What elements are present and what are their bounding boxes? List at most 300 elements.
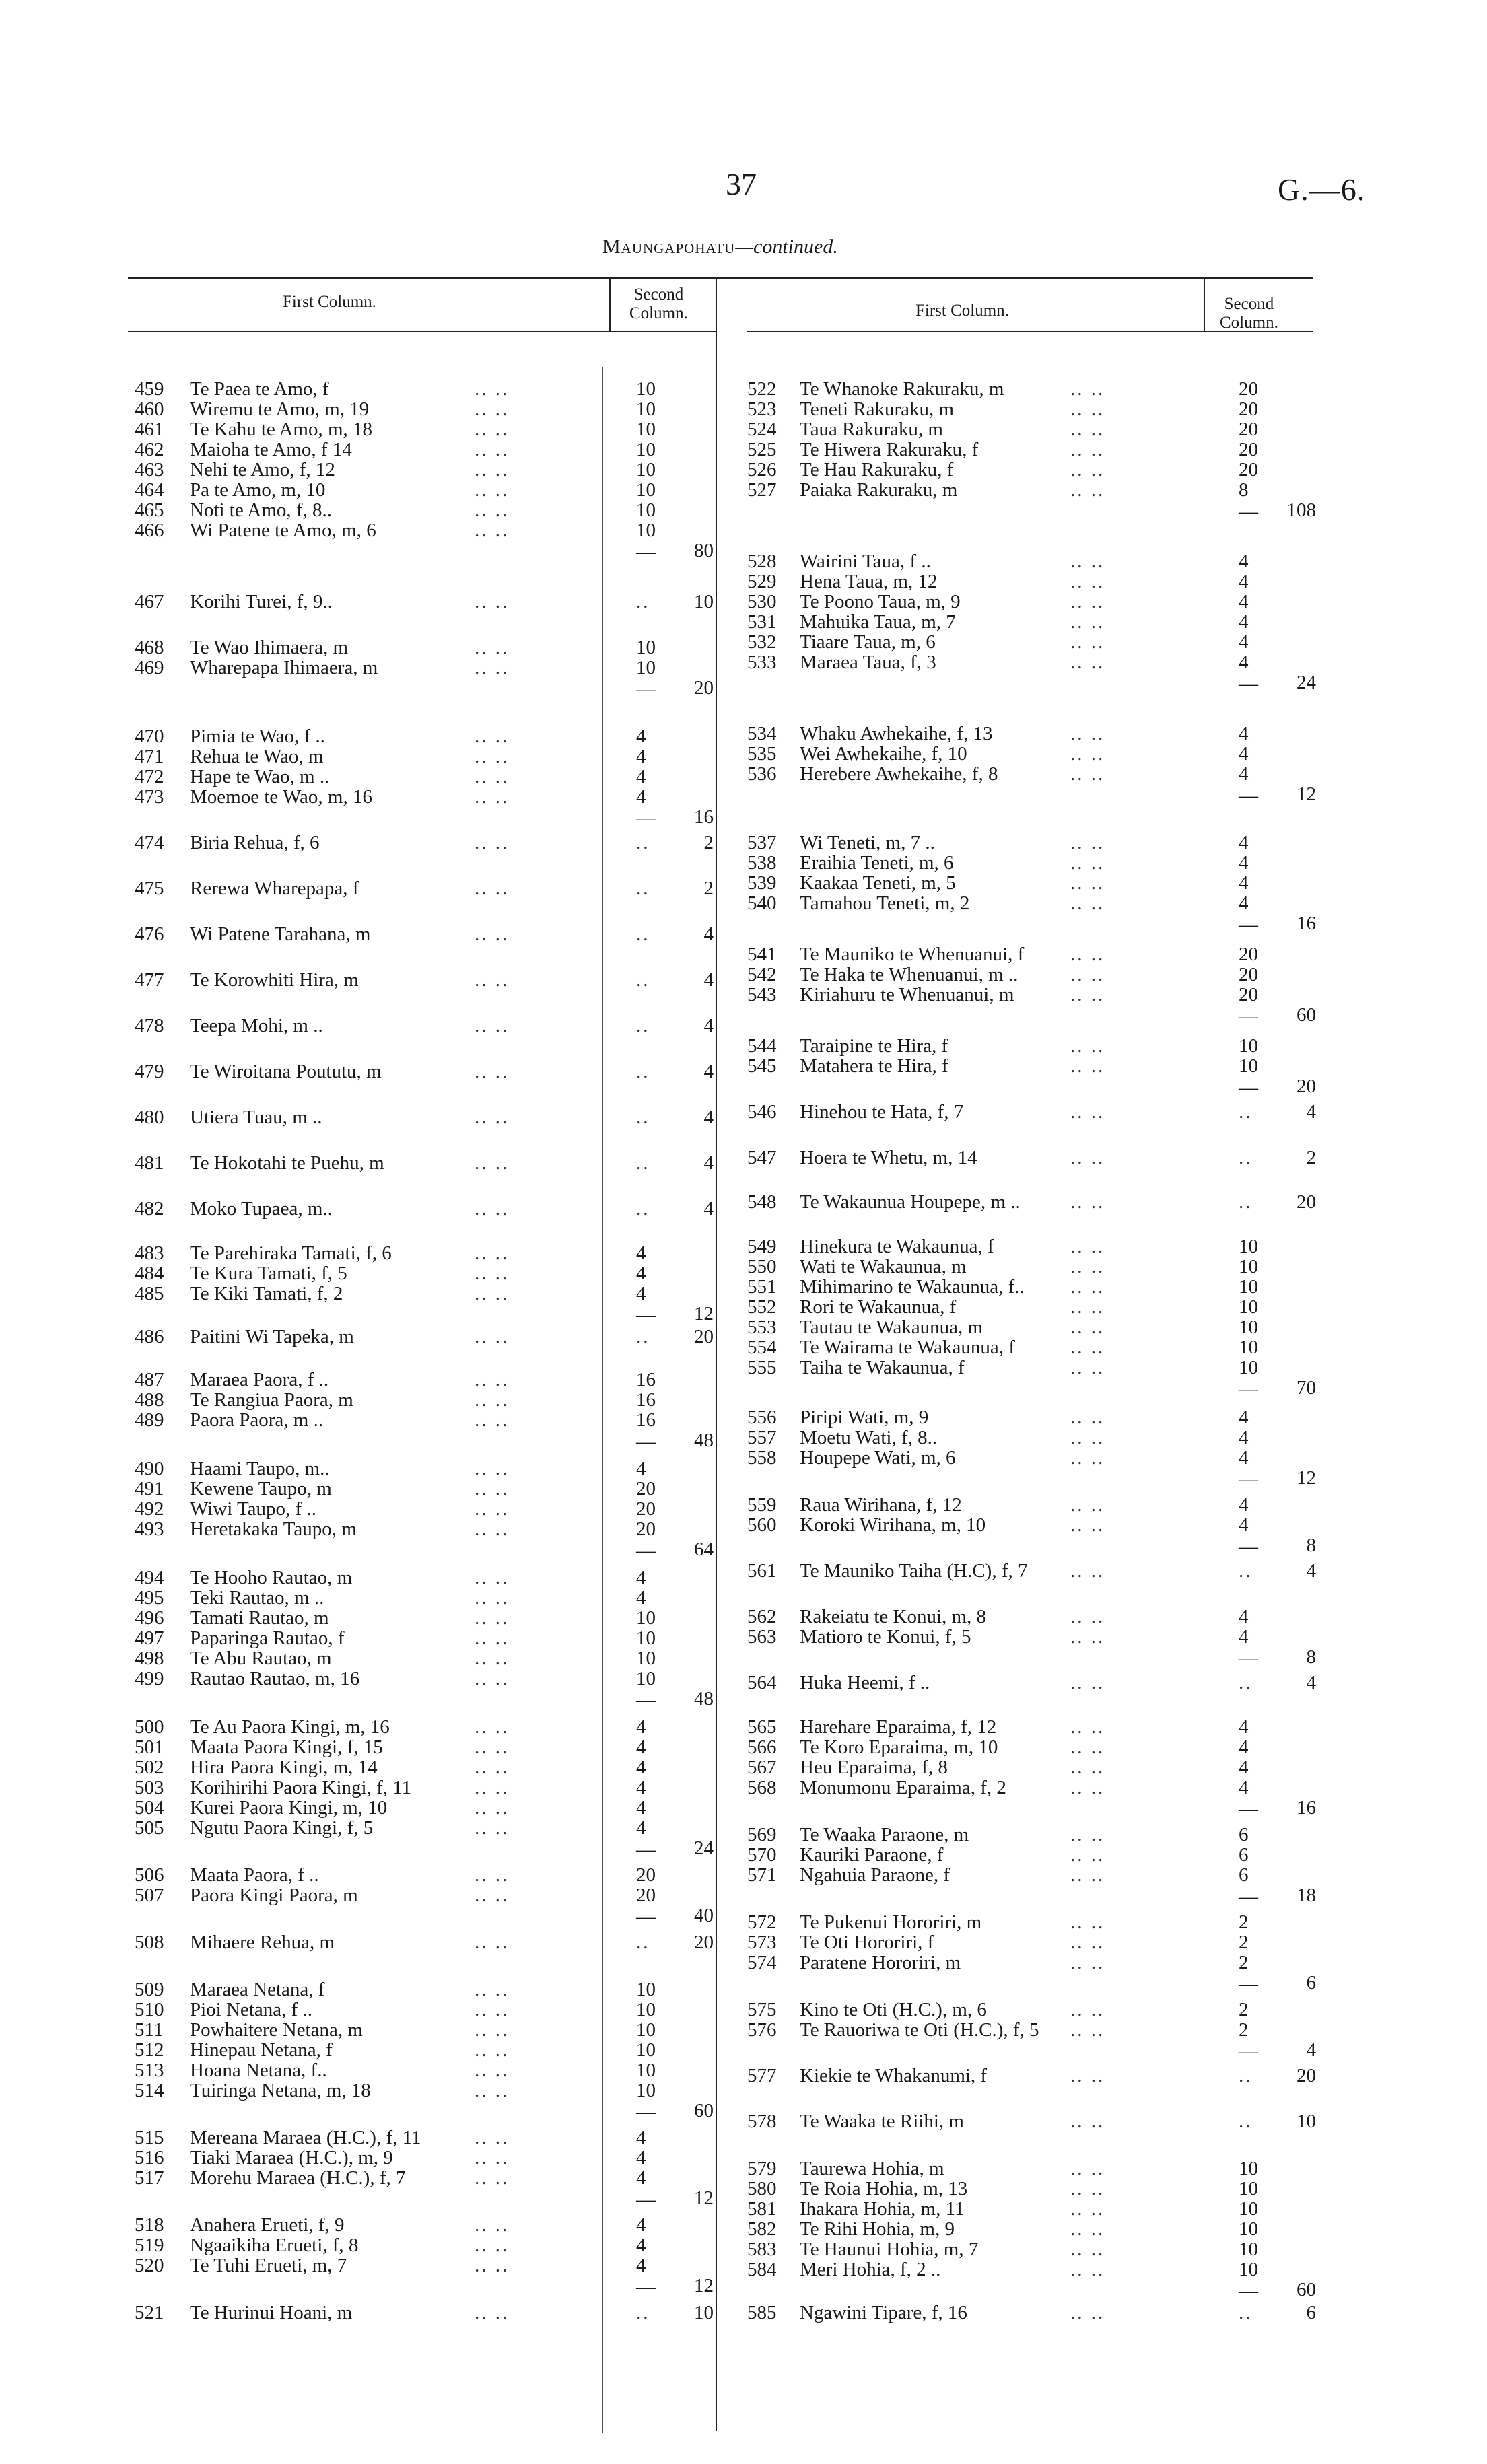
- entry-value: 20: [1239, 439, 1258, 460]
- entry-name: Te Koro Eparaima, m, 10: [800, 1736, 998, 1758]
- subtotal-value: 16: [694, 806, 714, 828]
- entry-value: 10: [636, 2080, 656, 2101]
- subtotal-rule: —: [1239, 1973, 1258, 1995]
- entry-name: Te Poono Taua, m, 9: [800, 591, 961, 612]
- leader-dots: .. ..: [475, 520, 510, 541]
- subtotal-value: 10: [694, 2302, 714, 2323]
- leader-dots: .. ..: [1070, 611, 1105, 633]
- entry-name: Te Kiki Tamati, f, 2: [190, 1283, 343, 1304]
- entry-name: Moko Tupaea, m..: [190, 1198, 333, 1220]
- entry-number: 464: [135, 479, 164, 501]
- entry-value: 10: [636, 2019, 656, 2041]
- entry-name: Te Kahu te Amo, m, 18: [190, 419, 373, 440]
- leader-dots: .. ..: [475, 1152, 510, 1174]
- leader-dots: .. ..: [475, 1198, 510, 1220]
- entry-number: 488: [135, 1389, 164, 1411]
- entry-number: 539: [747, 872, 777, 894]
- entry-number: 540: [747, 892, 777, 914]
- entry-name: Eraihia Teneti, m, 6: [800, 852, 954, 874]
- leader-dots: .. ..: [475, 2019, 510, 2041]
- leader-dots: ..: [636, 878, 650, 899]
- leader-dots: .. ..: [475, 1885, 510, 1906]
- leader-dots: .. ..: [475, 878, 510, 899]
- leader-dots: .. ..: [475, 1817, 510, 1839]
- header-line: Column.: [629, 304, 688, 322]
- entry-name: Paratene Hororiri, m: [800, 1952, 961, 1973]
- entry-number: 583: [747, 2239, 777, 2260]
- entry-name: Korihirihi Paora Kingi, f, 11: [190, 1777, 412, 1798]
- entry-name: Te Hokotahi te Puehu, m: [190, 1152, 384, 1174]
- entry-value: 4: [1239, 1716, 1249, 1738]
- entry-number: 476: [135, 923, 164, 945]
- entry-name: Wairini Taua, f ..: [800, 551, 931, 572]
- entry-number: 489: [135, 1409, 164, 1431]
- entry-value: 2: [1239, 1911, 1249, 1933]
- leader-dots: .. ..: [1070, 743, 1105, 765]
- entry-number: 484: [135, 1263, 164, 1284]
- subtotal-value: 16: [1296, 913, 1316, 934]
- leader-dots: ..: [1239, 2065, 1253, 2086]
- leader-dots: .. ..: [475, 2214, 510, 2236]
- entry-name: Te Mauniko Taiha (H.C), f, 7: [800, 1560, 1028, 1582]
- leader-dots: .. ..: [475, 2080, 510, 2101]
- entry-number: 543: [747, 984, 777, 1006]
- entry-value: 4: [1239, 743, 1249, 765]
- entry-value: 10: [636, 1648, 656, 1669]
- leader-dots: .. ..: [475, 1587, 510, 1609]
- entry-name: Wi Patene Tarahana, m: [190, 923, 371, 945]
- entry-value: 4: [636, 1242, 646, 1264]
- entry-value: 10: [636, 419, 656, 440]
- entry-name: Wharepapa Ihimaera, m: [190, 657, 378, 678]
- entry-value: 10: [636, 1668, 656, 1689]
- leader-dots: .. ..: [1070, 2019, 1105, 2041]
- leader-dots: .. ..: [475, 1979, 510, 2000]
- leader-dots: .. ..: [475, 1648, 510, 1669]
- entry-name: Heretakaka Taupo, m: [190, 1518, 357, 1540]
- entry-number: 475: [135, 878, 164, 899]
- entry-number: 487: [135, 1369, 164, 1391]
- entry-value: 4: [636, 1567, 646, 1588]
- subtotal-value: 20: [694, 1932, 714, 1953]
- leader-dots: ..: [636, 1198, 650, 1220]
- leader-dots: .. ..: [1070, 378, 1105, 400]
- subtotal-rule: —: [636, 1431, 656, 1452]
- leader-dots: .. ..: [1070, 2065, 1105, 2086]
- entry-number: 560: [747, 1514, 777, 1536]
- entry-number: 549: [747, 1236, 777, 1257]
- entry-value: 4: [1239, 652, 1249, 673]
- entry-number: 465: [135, 499, 164, 521]
- left-first-column-header: First Column.: [283, 293, 376, 311]
- subtotal-value: 20: [694, 1326, 714, 1347]
- entry-number: 479: [135, 1061, 164, 1082]
- entry-name: Te Haka te Whenuanui, m ..: [800, 964, 1018, 985]
- subtotal-rule: —: [1239, 1006, 1258, 1027]
- entry-name: Te Hooho Rautao, m: [190, 1567, 353, 1588]
- entry-value: 4: [636, 1716, 646, 1738]
- entry-value: 4: [636, 1458, 646, 1479]
- leader-dots: .. ..: [1070, 2198, 1105, 2220]
- entry-number: 546: [747, 1101, 777, 1123]
- entry-name: Te Rauoriwa te Oti (H.C.), f, 5: [800, 2019, 1039, 2041]
- leader-dots: .. ..: [475, 2060, 510, 2081]
- subtotal-value: 48: [694, 1688, 714, 1710]
- entry-value: 6: [1239, 1844, 1249, 1866]
- entry-name: Te Parehiraka Tamati, f, 6: [190, 1242, 392, 1264]
- entry-value: 10: [1239, 1296, 1258, 1318]
- leader-dots: .. ..: [475, 1498, 510, 1520]
- entry-number: 518: [135, 2214, 164, 2236]
- entry-value: 20: [636, 1518, 656, 1540]
- entry-name: Mahuika Taua, m, 7: [800, 611, 956, 633]
- leader-dots: ..: [636, 832, 650, 853]
- entry-number: 508: [135, 1932, 164, 1953]
- subtotal-rule: —: [1239, 1077, 1258, 1098]
- entry-name: Hinepau Netana, f: [190, 2039, 333, 2061]
- entry-number: 531: [747, 611, 777, 633]
- entry-name: Pioi Netana, f ..: [190, 1999, 313, 2020]
- entry-number: 486: [135, 1326, 164, 1347]
- leader-dots: .. ..: [475, 1283, 510, 1304]
- leader-dots: .. ..: [475, 637, 510, 658]
- leader-dots: ..: [636, 591, 650, 612]
- leader-dots: .. ..: [475, 657, 510, 678]
- leader-dots: .. ..: [1070, 1952, 1105, 1973]
- entry-name: Paparinga Rautao, f: [190, 1627, 345, 1649]
- entry-name: Te Abu Rautao, m: [190, 1648, 332, 1669]
- leader-dots: .. ..: [1070, 551, 1105, 572]
- entry-name: Meri Hohia, f, 2 ..: [800, 2259, 941, 2280]
- entry-number: 532: [747, 631, 777, 653]
- entry-number: 551: [747, 1276, 777, 1298]
- entry-name: Moetu Wati, f, 8..: [800, 1427, 938, 1448]
- entry-name: Taiha te Wakaunua, f: [800, 1357, 965, 1378]
- entry-name: Kewene Taupo, m: [190, 1478, 332, 1500]
- entry-number: 525: [747, 439, 777, 460]
- entry-value: 4: [636, 1283, 646, 1304]
- entry-name: Tamati Rautao, m: [190, 1607, 329, 1629]
- entry-number: 497: [135, 1627, 164, 1649]
- entry-number: 504: [135, 1797, 164, 1819]
- entry-value: 4: [636, 786, 646, 808]
- entry-name: Monumonu Eparaima, f, 2: [800, 1777, 1006, 1798]
- entry-name: Tiaki Maraea (H.C.), m, 9: [190, 2147, 393, 2169]
- entry-name: Te Hiwera Rakuraku, f: [800, 439, 979, 460]
- leader-dots: .. ..: [1070, 852, 1105, 874]
- leader-dots: .. ..: [1070, 571, 1105, 592]
- leader-dots: .. ..: [1070, 832, 1105, 853]
- entry-name: Tautau te Wakaunua, m: [800, 1316, 983, 1338]
- subtotal-value: 10: [1296, 2111, 1316, 2132]
- entry-number: 524: [747, 419, 777, 440]
- leader-dots: .. ..: [1070, 1101, 1105, 1123]
- entry-value: 4: [1239, 1777, 1249, 1798]
- entry-name: Te Wairama te Wakaunua, f: [800, 1337, 1015, 1358]
- leader-dots: .. ..: [1070, 1999, 1105, 2020]
- entry-number: 575: [747, 1999, 777, 2020]
- leader-dots: .. ..: [475, 1627, 510, 1649]
- subtotal-value: 4: [703, 1152, 714, 1174]
- entry-name: Huka Heemi, f ..: [800, 1672, 930, 1693]
- entry-number: 521: [135, 2302, 164, 2323]
- leader-dots: .. ..: [475, 378, 510, 400]
- leader-dots: .. ..: [1070, 1932, 1105, 1953]
- entry-number: 559: [747, 1494, 777, 1516]
- entry-number: 534: [747, 723, 777, 744]
- subtotal-value: 4: [1306, 1560, 1316, 1582]
- leader-dots: .. ..: [1070, 1606, 1105, 1627]
- leader-dots: .. ..: [1070, 479, 1105, 501]
- entry-number: 509: [135, 1979, 164, 2000]
- entry-value: 4: [1239, 1757, 1249, 1778]
- leader-dots: ..: [636, 923, 650, 945]
- leader-dots: .. ..: [475, 499, 510, 521]
- entry-value: 20: [1239, 419, 1258, 440]
- subtotal-value: 12: [694, 2187, 714, 2209]
- entry-value: 4: [636, 1587, 646, 1609]
- leader-dots: .. ..: [1070, 1296, 1105, 1318]
- entry-value: 4: [1239, 832, 1249, 853]
- entry-value: 10: [636, 2060, 656, 2081]
- entry-number: 462: [135, 439, 164, 460]
- leader-dots: .. ..: [475, 459, 510, 481]
- entry-name: Te Whanoke Rakuraku, m: [800, 378, 1004, 400]
- leader-dots: .. ..: [475, 1518, 510, 1540]
- leader-dots: .. ..: [475, 1777, 510, 1798]
- entry-value: 16: [636, 1369, 656, 1391]
- entry-name: Teneti Rakuraku, m: [800, 398, 955, 420]
- entry-name: Harehare Eparaima, f, 12: [800, 1716, 997, 1738]
- subtotal-value: 2: [1306, 1147, 1316, 1168]
- entry-number: 511: [135, 2019, 164, 2041]
- entry-name: Maata Paora, f ..: [190, 1864, 319, 1886]
- entry-name: Mihaere Rehua, m: [190, 1932, 335, 1953]
- subtotal-value: 6: [1306, 1972, 1316, 1994]
- section-title: [602, 236, 838, 258]
- leader-dots: .. ..: [475, 591, 510, 612]
- leader-dots: .. ..: [1070, 2178, 1105, 2199]
- entry-number: 526: [747, 459, 777, 481]
- entry-value: 4: [636, 1817, 646, 1839]
- leader-dots: ..: [636, 1152, 650, 1174]
- leader-dots: ..: [1239, 1191, 1253, 1213]
- entry-name: Biria Rehua, f, 6: [190, 832, 320, 853]
- entry-value: 10: [636, 1979, 656, 2000]
- subtotal-value: 20: [1296, 1076, 1316, 1097]
- subtotal-value: 70: [1296, 1377, 1316, 1399]
- entry-name: Rerewa Wharepapa, f: [190, 878, 359, 899]
- entry-name: Moemoe te Wao, m, 16: [190, 786, 372, 808]
- entry-name: Pimia te Wao, f ..: [190, 726, 325, 747]
- leader-dots: .. ..: [475, 1668, 510, 1689]
- entry-name: Koroki Wirihana, m, 10: [800, 1514, 986, 1536]
- subtotal-value: 18: [1296, 1885, 1316, 1906]
- leader-dots: ..: [636, 1106, 650, 1128]
- entry-name: Mereana Maraea (H.C.), f, 11: [190, 2127, 421, 2148]
- entry-name: Wi Teneti, m, 7 ..: [800, 832, 935, 853]
- subtotal-value: 108: [1286, 499, 1316, 521]
- subtotal-value: 10: [694, 591, 714, 612]
- entry-number: 528: [747, 551, 777, 572]
- entry-number: 467: [135, 591, 164, 612]
- entry-number: 469: [135, 657, 164, 678]
- leader-dots: .. ..: [1070, 1864, 1105, 1886]
- entry-number: 554: [747, 1337, 777, 1358]
- leader-dots: .. ..: [475, 2147, 510, 2169]
- subtotal-rule: —: [1239, 1648, 1258, 1669]
- leader-dots: .. ..: [475, 2167, 510, 2189]
- section-continued: —continued.: [735, 236, 838, 258]
- entry-value: 10: [1239, 1035, 1258, 1057]
- entry-number: 505: [135, 1817, 164, 1839]
- entry-name: Whaku Awhekaihe, f, 13: [800, 723, 993, 744]
- entry-name: Matioro te Konui, f, 5: [800, 1626, 971, 1648]
- leader-dots: .. ..: [1070, 1276, 1105, 1298]
- subtotal-value: 48: [694, 1430, 714, 1451]
- entry-number: 557: [747, 1427, 777, 1448]
- entry-name: Pa te Amo, m, 10: [190, 479, 326, 501]
- leader-dots: .. ..: [1070, 1626, 1105, 1648]
- right-second-column-header: [1220, 295, 1278, 332]
- entry-name: Matahera te Hira, f: [800, 1055, 948, 1077]
- subtotal-rule: —: [1239, 1378, 1258, 1400]
- entry-number: 568: [747, 1777, 777, 1798]
- entry-value: 4: [636, 1757, 646, 1778]
- entry-value: 2: [1239, 1932, 1249, 1953]
- entry-name: Noti te Amo, f, 8..: [190, 499, 333, 521]
- entry-name: Utiera Tuau, m ..: [190, 1106, 322, 1128]
- leader-dots: .. ..: [475, 1326, 510, 1347]
- entry-value: 20: [1239, 398, 1258, 420]
- entry-number: 499: [135, 1668, 164, 1689]
- entry-name: Maioha te Amo, f 14: [190, 439, 352, 460]
- entry-number: 578: [747, 2111, 777, 2132]
- entry-name: Korihi Turei, f, 9..: [190, 591, 333, 612]
- leader-dots: ..: [636, 1326, 650, 1347]
- entry-number: 516: [135, 2147, 164, 2169]
- entry-number: 500: [135, 1716, 164, 1738]
- leader-dots: ..: [1239, 2302, 1253, 2323]
- entry-name: Wei Awhekaihe, f, 10: [800, 743, 967, 765]
- entry-value: 10: [1239, 1256, 1258, 1277]
- entry-name: Paiaka Rakuraku, m: [800, 479, 958, 501]
- left-second-column-divider: [609, 277, 611, 331]
- entry-name: Maraea Taua, f, 3: [800, 652, 936, 673]
- entry-value: 10: [1239, 2178, 1258, 2199]
- entry-number: 565: [747, 1716, 777, 1738]
- entry-number: 490: [135, 1458, 164, 1479]
- subtotal-value: 6: [1306, 2302, 1316, 2323]
- leader-dots: .. ..: [475, 1999, 510, 2020]
- entry-name: Rehua te Wao, m: [190, 746, 324, 767]
- subtotal-value: 60: [1296, 2279, 1316, 2300]
- entry-number: 585: [747, 2302, 777, 2323]
- entry-number: 573: [747, 1932, 777, 1953]
- entry-name: Te Oti Hororiri, f: [800, 1932, 934, 1953]
- entry-value: 10: [636, 398, 656, 420]
- entry-name: Te Kura Tamati, f, 5: [190, 1263, 347, 1284]
- entry-value: 10: [636, 459, 656, 481]
- leader-dots: .. ..: [475, 1478, 510, 1500]
- entry-name: Wi Patene te Amo, m, 6: [190, 520, 376, 541]
- entry-number: 498: [135, 1648, 164, 1669]
- subtotal-rule: —: [636, 1689, 656, 1711]
- entry-number: 576: [747, 2019, 777, 2041]
- entry-value: 4: [1239, 892, 1249, 914]
- subtotal-value: 2: [703, 832, 714, 853]
- entry-value: 4: [1239, 571, 1249, 592]
- leader-dots: ..: [636, 1015, 650, 1036]
- entry-number: 480: [135, 1106, 164, 1128]
- entry-name: Te Paea te Amo, f: [190, 378, 329, 400]
- entry-number: 580: [747, 2178, 777, 2199]
- leader-dots: .. ..: [475, 726, 510, 747]
- entry-number: 535: [747, 743, 777, 765]
- entry-value: 4: [636, 2147, 646, 2169]
- leader-dots: ..: [1239, 1560, 1253, 1582]
- entry-number: 581: [747, 2198, 777, 2220]
- leader-dots: .. ..: [475, 1106, 510, 1128]
- entry-name: Herebere Awhekaihe, f, 8: [800, 763, 998, 785]
- subtotal-value: 8: [1306, 1646, 1316, 1668]
- entry-name: Anahera Erueti, f, 9: [190, 2214, 345, 2236]
- entry-number: 481: [135, 1152, 164, 1174]
- leader-dots: .. ..: [1070, 892, 1105, 914]
- entry-number: 570: [747, 1844, 777, 1866]
- entry-name: Taua Rakuraku, m: [800, 419, 943, 440]
- subtotal-value: 60: [694, 2100, 714, 2121]
- entry-value: 10: [1239, 1316, 1258, 1338]
- entry-name: Kino te Oti (H.C.), m, 6: [800, 1999, 987, 2020]
- subtotal-rule: —: [1239, 1798, 1258, 1820]
- entry-value: 4: [1239, 872, 1249, 894]
- entry-value: 4: [636, 1263, 646, 1284]
- subtotal-value: 8: [1306, 1535, 1316, 1556]
- left-dots-divider: [602, 367, 603, 2433]
- leader-dots: .. ..: [1070, 723, 1105, 744]
- leader-dots: .. ..: [1070, 1407, 1105, 1428]
- subtotal-rule: —: [636, 541, 656, 563]
- entry-number: 506: [135, 1864, 164, 1886]
- entry-name: Te Au Paora Kingi, m, 16: [190, 1716, 390, 1738]
- entry-name: Kauriki Paraone, f: [800, 1844, 944, 1866]
- subtotal-rule: —: [636, 808, 656, 829]
- entry-number: 502: [135, 1757, 164, 1778]
- leader-dots: .. ..: [475, 1757, 510, 1778]
- section-name: Maungapohatu: [602, 236, 736, 258]
- subtotal-value: 4: [703, 1198, 714, 1220]
- leader-dots: .. ..: [1070, 1316, 1105, 1338]
- entry-name: Rautao Rautao, m, 16: [190, 1668, 360, 1689]
- entry-value: 8: [1239, 479, 1249, 501]
- subtotal-value: 20: [1296, 1191, 1316, 1213]
- left-second-column-header: [629, 285, 688, 323]
- leader-dots: .. ..: [1070, 2111, 1105, 2132]
- entry-number: 527: [747, 479, 777, 501]
- entry-number: 536: [747, 763, 777, 785]
- entry-number: 574: [747, 1952, 777, 1973]
- entry-number: 514: [135, 2080, 164, 2101]
- document-reference: G.—6.: [1278, 172, 1366, 207]
- entry-number: 542: [747, 964, 777, 985]
- entry-name: Te Tuhi Erueti, m, 7: [190, 2255, 347, 2276]
- entry-name: Hira Paora Kingi, m, 14: [190, 1757, 378, 1778]
- entry-value: 4: [1239, 1736, 1249, 1758]
- entry-number: 459: [135, 378, 164, 400]
- entry-name: Maraea Paora, f ..: [190, 1369, 329, 1391]
- subtotal-value: 4: [1306, 1101, 1316, 1123]
